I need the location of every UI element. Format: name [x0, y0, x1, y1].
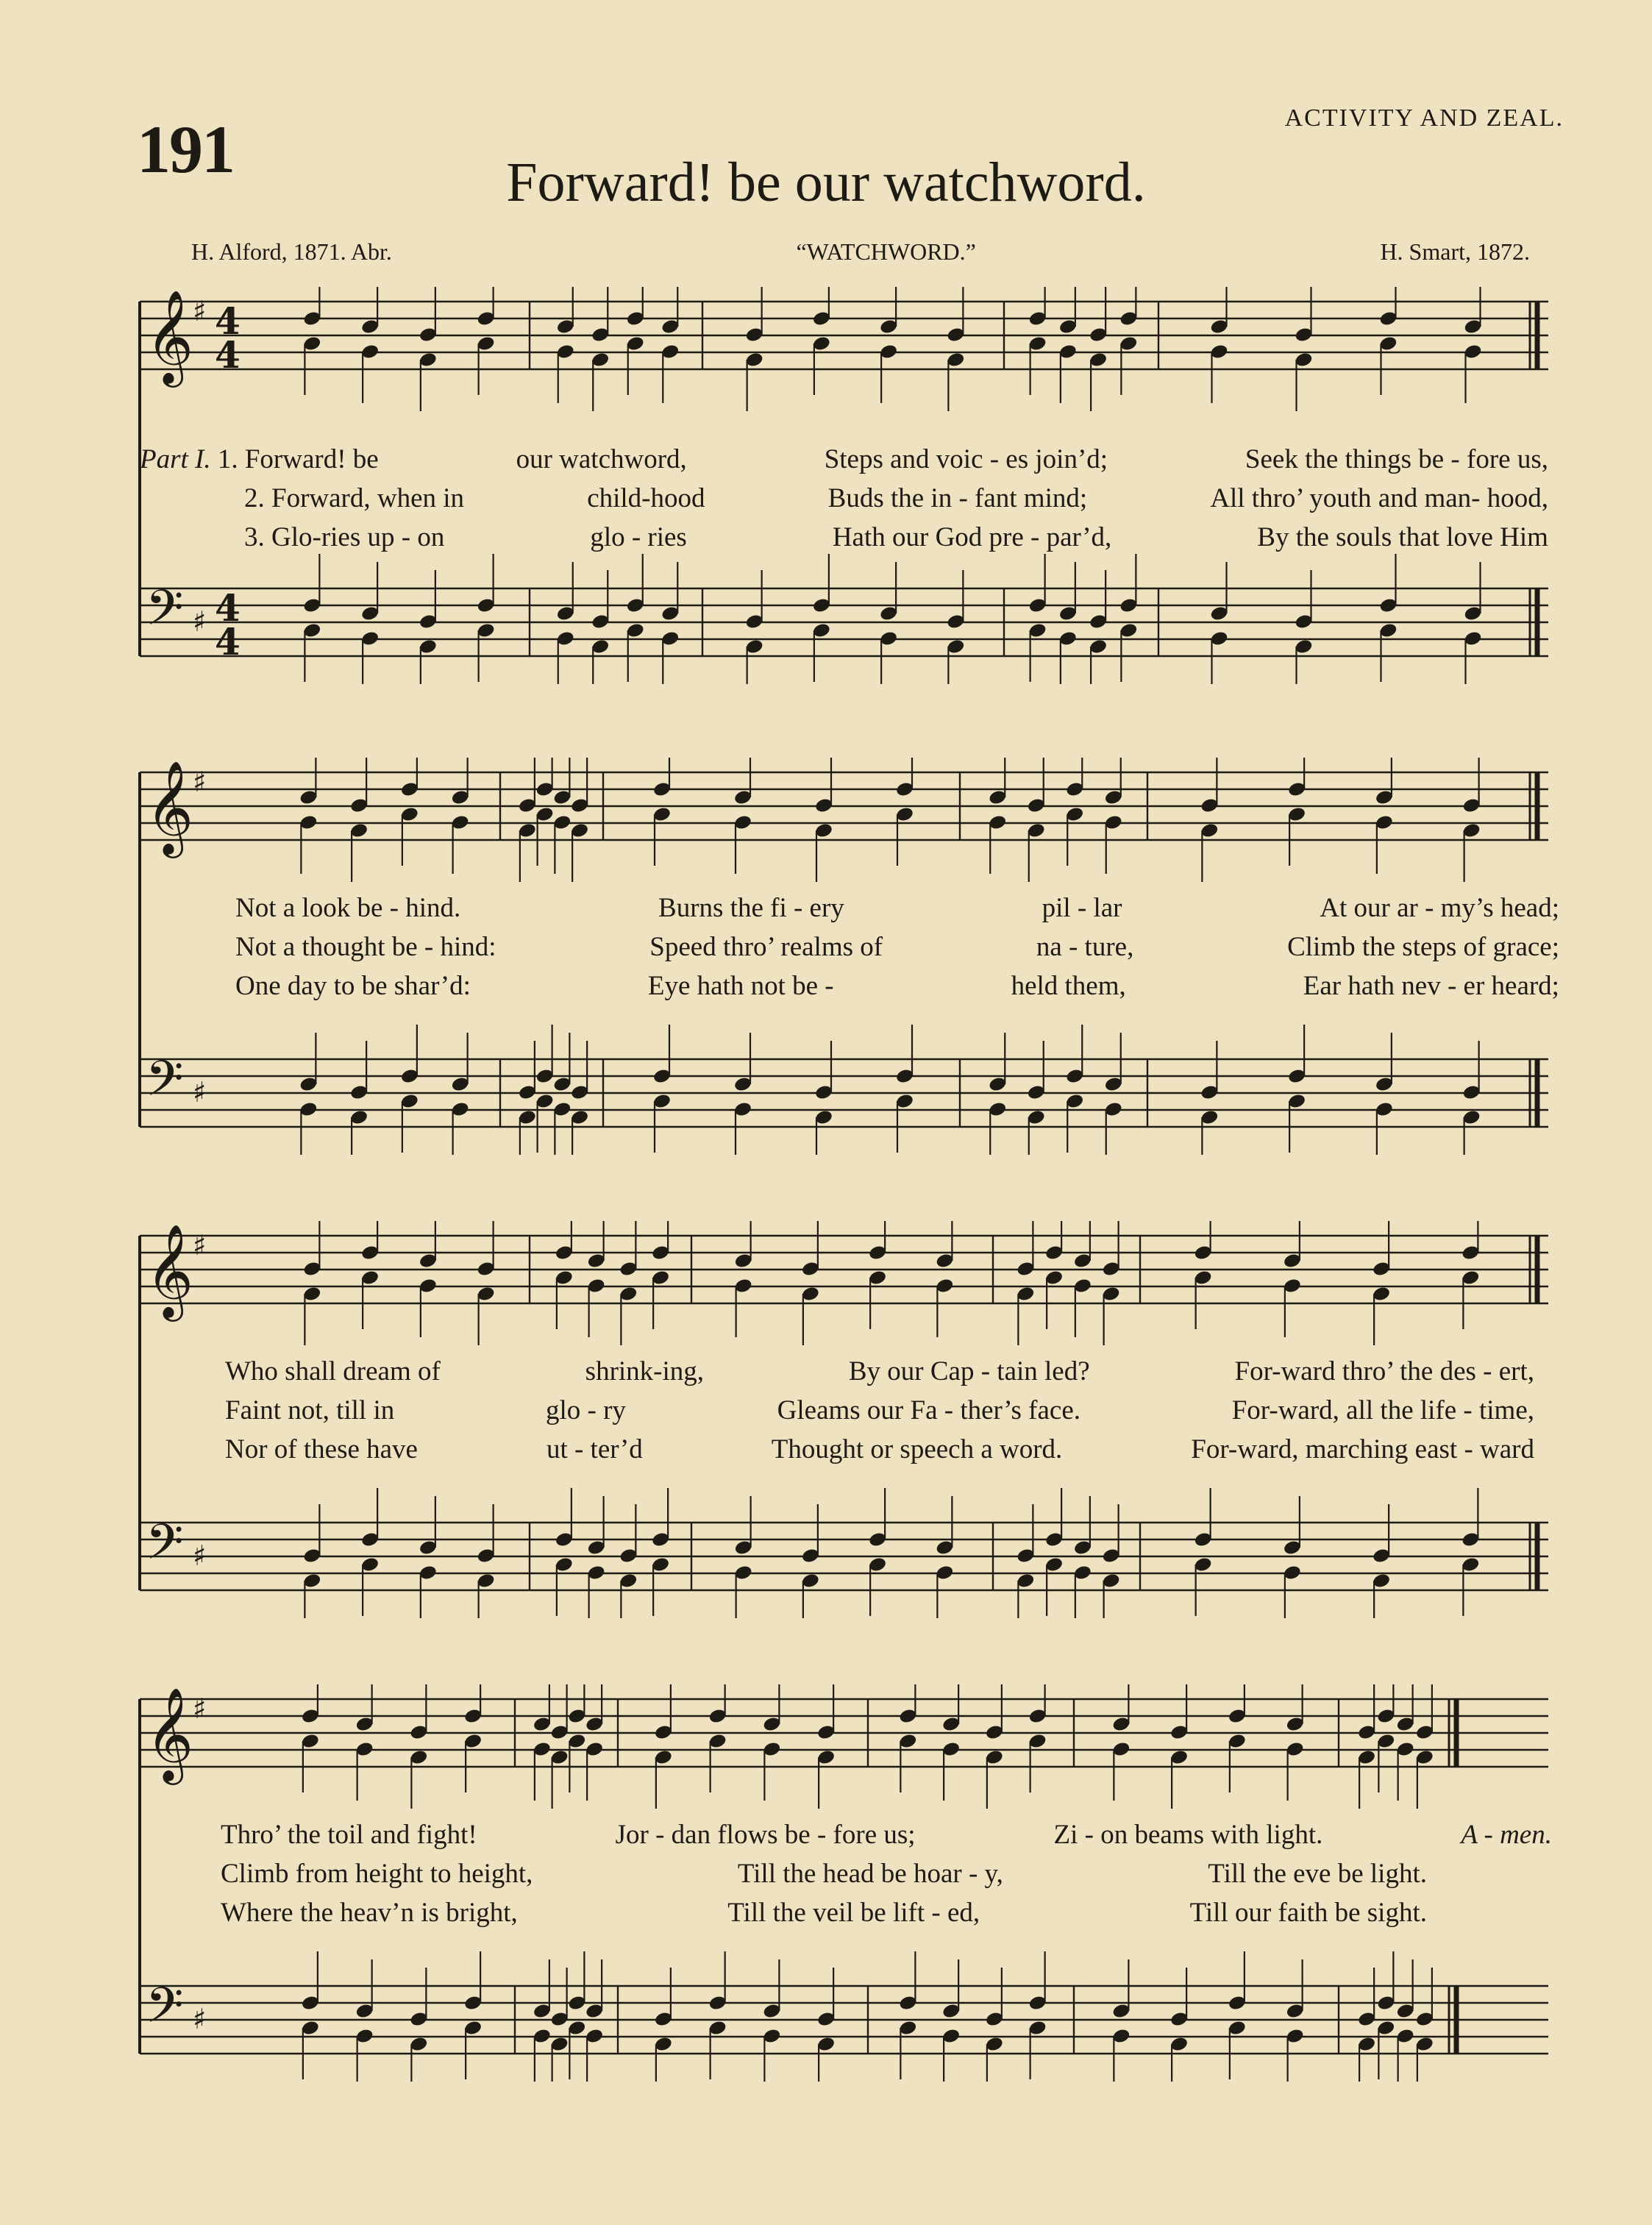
lyric-segment: Who shall dream of	[225, 1356, 441, 1386]
bass-clef-icon: 𝄢	[146, 1514, 184, 1582]
lyric-segment: Thought or speech a word.	[771, 1434, 1063, 1464]
lyric-segment: Seek the things be - fore us,	[1245, 444, 1548, 474]
lyric-segment: child-hood	[587, 483, 705, 513]
lyric-line-2-2	[235, 931, 1559, 963]
time-signature-bottom: 4	[215, 333, 241, 377]
lyric-segment: our watchword,	[516, 444, 687, 474]
key-sharp-icon: ♯	[193, 1539, 207, 1572]
lyric-line-3-1	[225, 1356, 1534, 1387]
author-credit: H. Alford, 1871. Abr.	[191, 238, 392, 265]
lyric-segment: Jor - dan flows be - fore us;	[615, 1820, 916, 1850]
lyric-segment: Steps and voic - es join’d;	[824, 444, 1108, 474]
key-sharp-icon: ♯	[193, 1076, 207, 1108]
key-sharp-icon: ♯	[193, 2003, 207, 2035]
key-sharp-icon: ♯	[193, 1229, 207, 1261]
lyric-segment: Gleams our Fa - ther’s face.	[777, 1395, 1080, 1425]
lyric-line-1-2	[244, 483, 1548, 514]
lyric-segment: Till the eve be light.	[1208, 1859, 1427, 1889]
key-sharp-icon: ♯	[193, 605, 207, 638]
key-sharp-icon: ♯	[193, 766, 207, 798]
bass-clef-icon: 𝄢	[146, 1977, 184, 2046]
lyric-segment: For-ward, all the life - time,	[1231, 1395, 1534, 1425]
lyric-segment: Nor of these have	[225, 1434, 418, 1464]
lyric-line-3-2	[225, 1395, 1534, 1426]
treble-clef-icon: 𝄞	[146, 1687, 194, 1781]
composer-credit: H. Smart, 1872.	[1380, 238, 1530, 265]
lyric-segment: pil - lar	[1042, 893, 1122, 923]
lyric-segment: For-ward thro’ the des - ert,	[1234, 1356, 1534, 1386]
lyric-segment: Faint not, till in	[225, 1395, 395, 1425]
lyric-segment: 1. Forward! be	[217, 444, 379, 474]
lyric-segment: Buds the in - fant mind;	[827, 483, 1088, 513]
lyric-segment: ut - ter’d	[546, 1434, 643, 1464]
lyric-segment: Where the heav’n is bright,	[221, 1898, 518, 1928]
lyric-line-4-3	[221, 1897, 1427, 1929]
lyric-segment: Hath our God pre - par’d,	[832, 522, 1112, 552]
key-sharp-icon: ♯	[193, 1692, 207, 1725]
lyric-segment: Burns the fi - ery	[658, 893, 844, 923]
lyric-segment: 3. Glo-ries up - on	[244, 522, 445, 552]
lyric-segment: shrink-ing,	[585, 1356, 705, 1386]
lyric-segment: All thro’ youth and man- hood,	[1210, 483, 1548, 513]
lyric-segment: Not a thought be - hind:	[235, 932, 496, 962]
lyric-segment: Till the veil be lift - ed,	[727, 1898, 980, 1928]
lyric-line-2-1	[235, 892, 1559, 924]
lyric-segment: Not a look be - hind.	[235, 893, 461, 923]
bass-clef-icon: 𝄢	[146, 580, 184, 648]
lyric-line-2-3	[235, 970, 1559, 1002]
credits-line	[191, 238, 1530, 266]
lyric-segment: Speed thro’ realms of	[649, 932, 883, 962]
hymn-title: Forward! be our watchword.	[506, 152, 1146, 213]
lyric-segment: glo - ries	[590, 522, 687, 552]
lyric-line-4-1	[221, 1819, 1552, 1851]
lyric-segment: Climb from height to height,	[221, 1859, 533, 1889]
time-signature-bottom: 4	[215, 620, 241, 663]
part-label: Part I.	[140, 444, 211, 474]
lyric-segment: na - ture,	[1036, 932, 1134, 962]
treble-clef-icon: 𝄞	[146, 760, 194, 854]
lyric-segment: Thro’ the toil and fight!	[221, 1820, 477, 1850]
lyric-line-1-3	[244, 521, 1548, 553]
lyric-segment: Till our faith be sight.	[1189, 1898, 1427, 1928]
time-signature-top: 4	[215, 299, 241, 343]
lyric-segment: glo - ry	[545, 1395, 626, 1425]
lyric-segment: For-ward, marching east - ward	[1191, 1434, 1534, 1464]
lyric-segment: By our Cap - tain led?	[848, 1356, 1090, 1386]
key-sharp-icon: ♯	[193, 295, 207, 327]
bass-clef-icon: 𝄢	[146, 1050, 184, 1119]
time-signature-top: 4	[215, 586, 241, 630]
lyric-segment: One day to be shar’d:	[235, 971, 471, 1001]
lyric-segment: Zi - on beams with light.	[1053, 1820, 1323, 1850]
section-label: ACTIVITY AND ZEAL.	[1284, 104, 1564, 132]
lyric-segment: By the souls that love Him	[1257, 522, 1548, 552]
tune-name: “WATCHWORD.”	[796, 238, 976, 265]
lyric-segment: held them,	[1011, 971, 1126, 1001]
lyric-line-1-1	[140, 444, 1548, 475]
lyric-line-4-2	[221, 1858, 1427, 1890]
lyric-segment: Ear hath nev - er heard;	[1303, 971, 1559, 1001]
lyric-segment: Climb the steps of grace;	[1287, 932, 1559, 962]
treble-clef-icon: 𝄞	[146, 289, 194, 383]
lyric-line-3-3	[225, 1434, 1534, 1465]
amen-lyric: A - men.	[1461, 1820, 1552, 1850]
hymn-number: 191	[137, 112, 234, 187]
lyric-segment: 2. Forward, when in	[244, 483, 465, 513]
lyric-segment: At our ar - my’s head;	[1320, 893, 1559, 923]
lyric-segment: Till the head be hoar - y,	[737, 1859, 1003, 1889]
lyric-segment: Eye hath not be -	[647, 971, 834, 1001]
treble-clef-icon: 𝄞	[146, 1223, 194, 1317]
